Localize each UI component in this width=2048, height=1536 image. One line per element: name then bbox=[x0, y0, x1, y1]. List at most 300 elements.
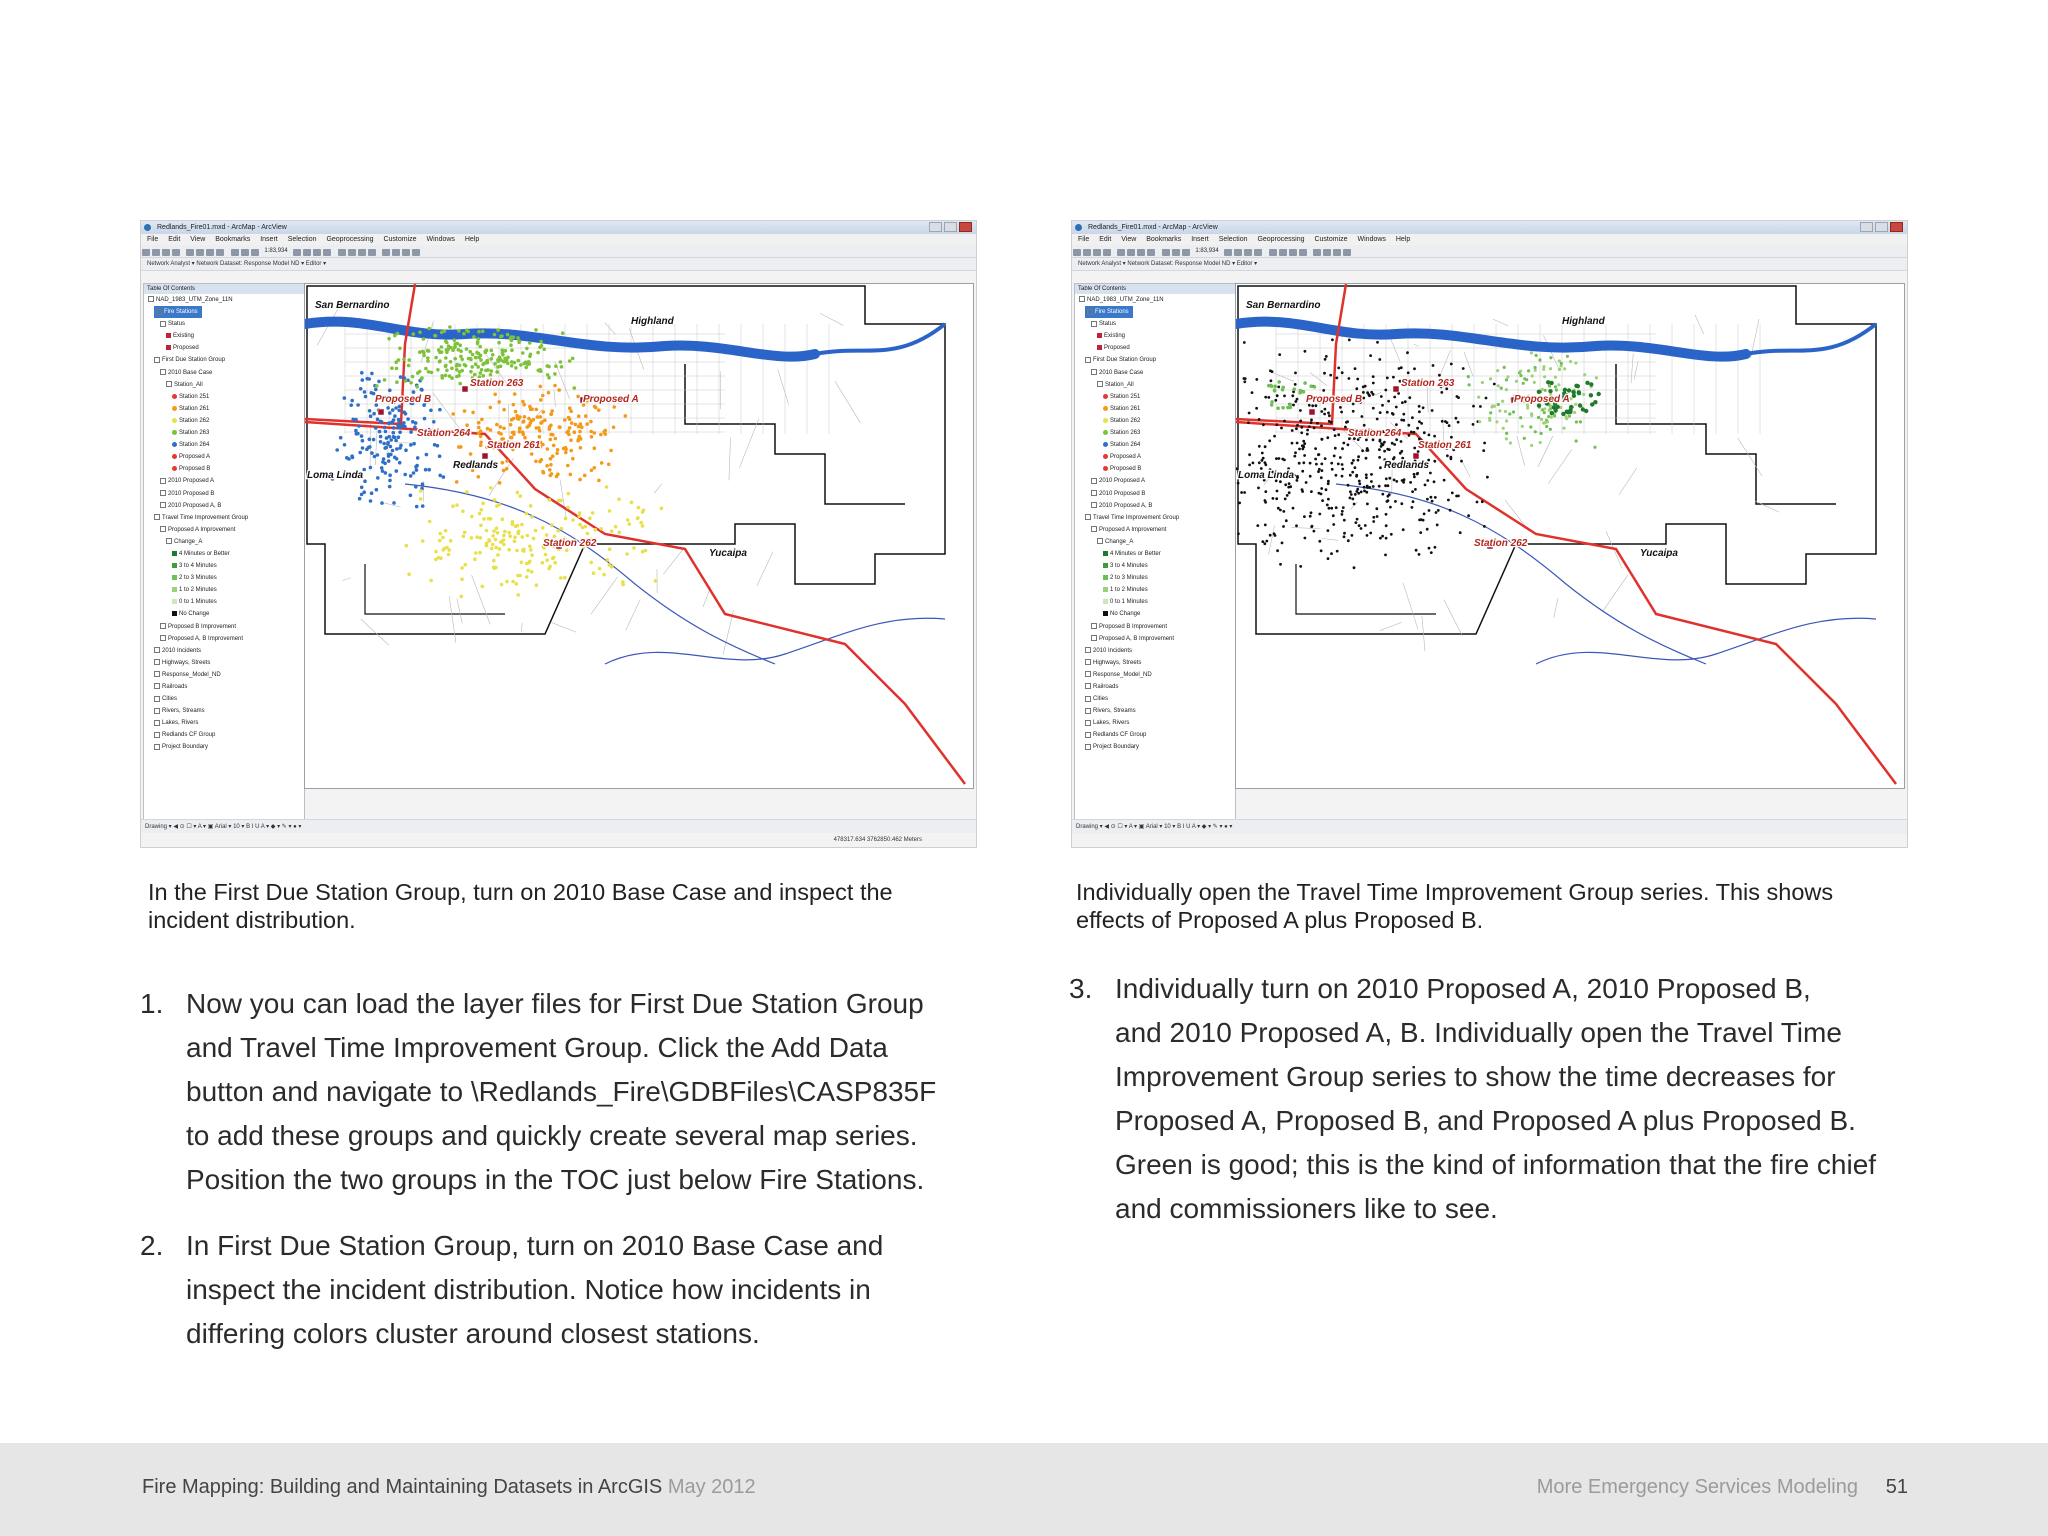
toc-item[interactable] bbox=[144, 584, 304, 596]
delete-icon[interactable] bbox=[216, 249, 224, 256]
zoom-in-icon[interactable] bbox=[293, 249, 301, 256]
map-label-proposed-b: Proposed B bbox=[375, 394, 432, 405]
incident-no-change bbox=[1344, 426, 1347, 429]
map-scale-field[interactable]: 1:83,934 bbox=[1195, 248, 1219, 254]
toc-item[interactable] bbox=[1075, 657, 1235, 669]
toc-item[interactable] bbox=[1075, 717, 1235, 729]
checkbox-icon[interactable] bbox=[160, 369, 166, 375]
toc-item-label: Station 261 bbox=[1110, 405, 1141, 412]
incident-point bbox=[365, 448, 369, 452]
checkbox-icon[interactable] bbox=[154, 744, 160, 750]
incident-no-change bbox=[1413, 476, 1416, 479]
new-icon[interactable] bbox=[142, 249, 150, 256]
incident-no-change bbox=[1370, 480, 1373, 483]
incident-point bbox=[385, 436, 389, 440]
toc-item[interactable] bbox=[144, 669, 304, 681]
menu-insert[interactable]: Insert bbox=[260, 236, 278, 243]
checkbox-icon[interactable] bbox=[1085, 659, 1091, 665]
toc-item[interactable] bbox=[1075, 463, 1235, 475]
toc-item[interactable] bbox=[144, 391, 304, 403]
checkbox-icon[interactable] bbox=[1079, 296, 1085, 302]
street-line bbox=[472, 575, 491, 624]
measure-icon[interactable] bbox=[1289, 249, 1297, 256]
zoom-out-icon[interactable] bbox=[303, 249, 311, 256]
toc-item[interactable] bbox=[1075, 669, 1235, 681]
legend-swatch bbox=[1103, 587, 1108, 592]
catalog-icon[interactable] bbox=[1343, 249, 1351, 256]
step-line: inspect the incident distribution. Notice how incidents in bbox=[186, 1274, 871, 1305]
hyperlink-icon[interactable] bbox=[1299, 249, 1307, 256]
minimize-button[interactable] bbox=[1860, 222, 1873, 232]
incident-improvement bbox=[1534, 366, 1537, 369]
incident-point bbox=[556, 529, 560, 533]
incident-point bbox=[414, 485, 418, 489]
toc-item[interactable] bbox=[144, 427, 304, 439]
incident-improvement bbox=[1549, 428, 1552, 431]
menu-selection[interactable]: Selection bbox=[1218, 236, 1248, 243]
checkbox-icon[interactable] bbox=[154, 720, 160, 726]
incident-no-change bbox=[1462, 367, 1465, 370]
pan-icon[interactable] bbox=[1244, 249, 1252, 256]
zoom-in-icon[interactable] bbox=[1224, 249, 1232, 256]
toc-item[interactable] bbox=[1075, 560, 1235, 572]
identify-icon[interactable] bbox=[1269, 249, 1277, 256]
save-icon[interactable] bbox=[162, 249, 170, 256]
checkbox-icon[interactable] bbox=[154, 696, 160, 702]
checkbox-icon[interactable] bbox=[1085, 357, 1091, 363]
add-data-icon[interactable] bbox=[1182, 249, 1190, 256]
incident-point bbox=[459, 355, 463, 359]
network-analyst-toolbar[interactable]: Network Analyst ▾ Network Dataset: Response Model ND ▾ Editor ▾ bbox=[141, 258, 976, 271]
map-canvas[interactable] bbox=[305, 284, 973, 788]
menu-view[interactable]: View bbox=[190, 236, 206, 243]
toc-item[interactable] bbox=[1075, 621, 1235, 633]
toc-item[interactable] bbox=[144, 536, 304, 548]
incident-no-change bbox=[1327, 482, 1330, 485]
incident-point bbox=[463, 531, 467, 535]
checkbox-icon[interactable] bbox=[1085, 671, 1091, 677]
incident-point bbox=[388, 411, 392, 415]
incident-no-change bbox=[1390, 533, 1393, 536]
incident-improvement bbox=[1566, 355, 1569, 358]
map-view[interactable] bbox=[1235, 283, 1905, 789]
menu-windows[interactable]: Windows bbox=[1357, 236, 1386, 243]
menu-file[interactable]: File bbox=[1078, 236, 1090, 243]
toc-item[interactable] bbox=[144, 633, 304, 645]
menu-bookmarks[interactable]: Bookmarks bbox=[215, 236, 251, 243]
checkbox-icon[interactable] bbox=[1091, 635, 1097, 641]
toc-icon[interactable] bbox=[1333, 249, 1341, 256]
menu-geoprocessing[interactable]: Geoprocessing bbox=[1257, 236, 1305, 243]
checkbox-icon[interactable] bbox=[1085, 514, 1091, 520]
incident-point bbox=[564, 446, 568, 450]
standard-toolbar bbox=[141, 245, 976, 258]
toc-item[interactable] bbox=[144, 572, 304, 584]
incident-no-change bbox=[1309, 475, 1312, 478]
toc-item[interactable] bbox=[1075, 439, 1235, 451]
toc-item-label: 0 to 1 Minutes bbox=[1110, 599, 1148, 606]
incident-no-change bbox=[1320, 438, 1323, 441]
checkbox-icon[interactable] bbox=[154, 708, 160, 714]
cut-icon[interactable] bbox=[1117, 249, 1125, 256]
incident-point bbox=[388, 485, 392, 489]
incident-no-change bbox=[1383, 441, 1386, 444]
checkbox-icon[interactable] bbox=[154, 683, 160, 689]
toc-item-label: No Change bbox=[179, 611, 210, 618]
print-icon[interactable] bbox=[172, 249, 180, 256]
menu-windows[interactable]: Windows bbox=[426, 236, 455, 243]
incident-point bbox=[465, 347, 469, 351]
toc-icon[interactable] bbox=[402, 249, 410, 256]
menu-edit[interactable]: Edit bbox=[168, 236, 181, 243]
incident-no-change bbox=[1327, 498, 1330, 501]
incident-point bbox=[513, 392, 517, 396]
incident-no-change bbox=[1358, 482, 1361, 485]
incident-point bbox=[528, 560, 532, 564]
toc-item[interactable] bbox=[144, 330, 304, 342]
measure-icon[interactable] bbox=[358, 249, 366, 256]
incident-point bbox=[502, 408, 506, 412]
incident-no-change bbox=[1247, 421, 1250, 424]
toc-item[interactable] bbox=[1075, 548, 1235, 560]
checkbox-icon[interactable] bbox=[166, 538, 172, 544]
toc-item[interactable] bbox=[1075, 536, 1235, 548]
map-view[interactable] bbox=[304, 283, 974, 789]
checkbox-icon[interactable] bbox=[1085, 708, 1091, 714]
toc-item[interactable] bbox=[1075, 488, 1235, 500]
toc-item[interactable] bbox=[144, 705, 304, 717]
incident-improvement bbox=[1549, 381, 1553, 385]
incident-point bbox=[487, 538, 491, 542]
checkbox-icon[interactable] bbox=[160, 478, 166, 484]
maximize-button[interactable] bbox=[1875, 222, 1888, 232]
toc-item[interactable] bbox=[1075, 379, 1235, 391]
menu-file[interactable]: File bbox=[147, 236, 159, 243]
incident-no-change bbox=[1341, 513, 1344, 516]
checkbox-icon[interactable] bbox=[166, 381, 172, 387]
toc-item[interactable] bbox=[144, 451, 304, 463]
incident-no-change bbox=[1422, 406, 1425, 409]
incident-point bbox=[421, 482, 425, 486]
incident-point bbox=[561, 331, 565, 335]
toc-item[interactable] bbox=[1075, 681, 1235, 693]
toc-item[interactable] bbox=[1075, 729, 1235, 741]
toc-item[interactable] bbox=[144, 379, 304, 391]
toc-item[interactable] bbox=[1085, 306, 1133, 318]
toc-item[interactable] bbox=[1075, 512, 1235, 524]
incident-improvement bbox=[1508, 412, 1511, 415]
delete-icon[interactable] bbox=[1147, 249, 1155, 256]
paste-icon[interactable] bbox=[1137, 249, 1145, 256]
incident-no-change bbox=[1355, 475, 1358, 478]
map-canvas[interactable] bbox=[1236, 284, 1904, 788]
incident-point bbox=[539, 385, 543, 389]
select-icon[interactable] bbox=[1313, 249, 1321, 256]
incident-no-change bbox=[1365, 476, 1368, 479]
incident-no-change bbox=[1360, 527, 1363, 530]
checkbox-icon[interactable] bbox=[148, 296, 154, 302]
menu-customize[interactable]: Customize bbox=[383, 236, 417, 243]
legend-swatch bbox=[166, 333, 171, 338]
incident-no-change bbox=[1287, 486, 1290, 489]
toc-item[interactable] bbox=[1075, 367, 1235, 379]
save-icon[interactable] bbox=[1093, 249, 1101, 256]
incident-point bbox=[394, 439, 398, 443]
legend-swatch bbox=[1103, 454, 1108, 459]
add-data-icon[interactable] bbox=[251, 249, 259, 256]
checkbox-icon[interactable] bbox=[1097, 381, 1103, 387]
redo-icon[interactable] bbox=[241, 249, 249, 256]
incident-point bbox=[429, 579, 433, 583]
toc-item[interactable] bbox=[144, 463, 304, 475]
maximize-button[interactable] bbox=[944, 222, 957, 232]
checkbox-icon[interactable] bbox=[154, 357, 160, 363]
legend-swatch bbox=[1103, 575, 1108, 580]
close-button[interactable] bbox=[1890, 222, 1903, 232]
toc-item[interactable] bbox=[144, 342, 304, 354]
incident-no-change bbox=[1467, 514, 1470, 517]
checkbox-icon[interactable] bbox=[160, 490, 166, 496]
checkbox-icon[interactable] bbox=[1085, 683, 1091, 689]
copy-icon[interactable] bbox=[1127, 249, 1135, 256]
toc-item[interactable] bbox=[1075, 403, 1235, 415]
incident-no-change bbox=[1483, 442, 1486, 445]
checkbox-icon[interactable] bbox=[154, 732, 160, 738]
toc-item[interactable] bbox=[144, 645, 304, 657]
incident-improvement bbox=[1309, 385, 1313, 389]
checkbox-icon[interactable] bbox=[156, 309, 162, 315]
checkbox-icon[interactable] bbox=[1091, 321, 1097, 327]
toc-item[interactable] bbox=[1075, 524, 1235, 536]
toc-item[interactable] bbox=[144, 596, 304, 608]
full-extent-icon[interactable] bbox=[323, 249, 331, 256]
checkbox-icon[interactable] bbox=[1085, 720, 1091, 726]
toc-item[interactable] bbox=[1075, 391, 1235, 403]
incident-point bbox=[542, 410, 546, 414]
incident-point bbox=[492, 529, 496, 533]
incident-no-change bbox=[1446, 454, 1449, 457]
toc-item[interactable] bbox=[1075, 500, 1235, 512]
incident-point bbox=[560, 527, 564, 531]
checkbox-icon[interactable] bbox=[1097, 538, 1103, 544]
incident-no-change bbox=[1332, 514, 1335, 517]
toc-item[interactable] bbox=[144, 294, 304, 306]
checkbox-icon[interactable] bbox=[160, 321, 166, 327]
toc-item[interactable] bbox=[144, 403, 304, 415]
toc-item[interactable] bbox=[1075, 741, 1235, 753]
toc-item[interactable] bbox=[1075, 693, 1235, 705]
incident-no-change bbox=[1426, 528, 1429, 531]
incident-no-change bbox=[1393, 443, 1396, 446]
checkbox-icon[interactable] bbox=[160, 623, 166, 629]
toc-header: Table Of Contents bbox=[1075, 284, 1235, 294]
drawing-toolbar[interactable]: Drawing ▾ ◀ ⊙ ☐ ▾ A ▾ ▣ Arial ▾ 10 ▾ B I U A ▾ ◆ ▾ ✎ ▾ ● ▾ bbox=[141, 819, 976, 834]
open-icon[interactable] bbox=[1083, 249, 1091, 256]
menu-geoprocessing[interactable]: Geoprocessing bbox=[326, 236, 374, 243]
toc-item[interactable] bbox=[144, 488, 304, 500]
incident-no-change bbox=[1384, 389, 1387, 392]
checkbox-icon[interactable] bbox=[1091, 490, 1097, 496]
incident-point bbox=[383, 426, 387, 430]
toc-item[interactable] bbox=[144, 318, 304, 330]
copy-icon[interactable] bbox=[196, 249, 204, 256]
incident-improvement bbox=[1489, 377, 1492, 380]
incident-point bbox=[515, 414, 519, 418]
incident-no-change bbox=[1303, 515, 1306, 518]
checkbox-icon[interactable] bbox=[154, 659, 160, 665]
incident-point bbox=[495, 504, 499, 508]
redo-icon[interactable] bbox=[1172, 249, 1180, 256]
full-extent-icon[interactable] bbox=[1254, 249, 1262, 256]
incident-no-change bbox=[1302, 440, 1305, 443]
checkbox-icon[interactable] bbox=[160, 502, 166, 508]
window-controls bbox=[929, 222, 972, 232]
checkbox-icon[interactable] bbox=[1085, 647, 1091, 653]
menu-view[interactable]: View bbox=[1121, 236, 1137, 243]
incident-point bbox=[552, 444, 556, 448]
checkbox-icon[interactable] bbox=[1091, 623, 1097, 629]
toc-item[interactable] bbox=[144, 681, 304, 693]
toc-item[interactable] bbox=[1075, 596, 1235, 608]
checkbox-icon[interactable] bbox=[1085, 732, 1091, 738]
toc-item[interactable] bbox=[144, 729, 304, 741]
toc-item[interactable] bbox=[144, 439, 304, 451]
toc-item[interactable] bbox=[144, 548, 304, 560]
zoom-out-icon[interactable] bbox=[1234, 249, 1242, 256]
minimize-button[interactable] bbox=[929, 222, 942, 232]
toc-item[interactable] bbox=[1075, 584, 1235, 596]
toc-item[interactable] bbox=[1075, 342, 1235, 354]
toc-item[interactable] bbox=[144, 560, 304, 572]
incident-no-change bbox=[1351, 498, 1354, 501]
toc-item[interactable] bbox=[144, 475, 304, 487]
print-icon[interactable] bbox=[1103, 249, 1111, 256]
toc-item-label: Station 251 bbox=[1110, 393, 1141, 400]
incident-point bbox=[360, 486, 364, 490]
new-icon[interactable] bbox=[1073, 249, 1081, 256]
toc-item[interactable] bbox=[1075, 633, 1235, 645]
network-analyst-toolbar[interactable]: Network Analyst ▾ Network Dataset: Response Model ND ▾ Editor ▾ bbox=[1072, 258, 1907, 271]
undo-icon[interactable] bbox=[1162, 249, 1170, 256]
incident-point bbox=[427, 327, 431, 331]
catalog-icon[interactable] bbox=[412, 249, 420, 256]
toc-item[interactable] bbox=[144, 608, 304, 620]
pan-icon[interactable] bbox=[313, 249, 321, 256]
identify-icon[interactable] bbox=[338, 249, 346, 256]
checkbox-icon[interactable] bbox=[1085, 696, 1091, 702]
legend-swatch bbox=[172, 442, 177, 447]
toc-item[interactable] bbox=[1075, 451, 1235, 463]
toc-item[interactable] bbox=[144, 367, 304, 379]
toc-item[interactable] bbox=[1075, 608, 1235, 620]
toc-item[interactable] bbox=[1075, 330, 1235, 342]
toc-item[interactable] bbox=[1075, 645, 1235, 657]
menu-help[interactable]: Help bbox=[464, 236, 480, 243]
incident-point bbox=[509, 423, 513, 427]
find-icon[interactable] bbox=[1279, 249, 1287, 256]
paste-icon[interactable] bbox=[206, 249, 214, 256]
menu-help[interactable]: Help bbox=[1395, 236, 1411, 243]
incident-no-change bbox=[1282, 525, 1285, 528]
toc-item-label: Station 264 bbox=[179, 442, 210, 449]
clear-selection-icon[interactable] bbox=[1323, 249, 1331, 256]
toc-item[interactable] bbox=[144, 741, 304, 753]
incident-no-change bbox=[1248, 453, 1251, 456]
checkbox-icon[interactable] bbox=[1091, 502, 1097, 508]
menu-edit[interactable]: Edit bbox=[1099, 236, 1112, 243]
checkbox-icon[interactable] bbox=[154, 514, 160, 520]
checkbox-icon[interactable] bbox=[1091, 478, 1097, 484]
hyperlink-icon[interactable] bbox=[368, 249, 376, 256]
toc-item[interactable] bbox=[1075, 294, 1235, 306]
toc-item[interactable] bbox=[144, 717, 304, 729]
incident-point bbox=[594, 528, 598, 532]
street-line bbox=[1543, 335, 1560, 371]
toc-item-label: Travel Time Improvement Group bbox=[1093, 514, 1180, 521]
map-label-proposed-a: Proposed A bbox=[583, 394, 639, 405]
fire-station-marker bbox=[1309, 409, 1315, 415]
toc-item[interactable] bbox=[154, 306, 202, 318]
menu-bookmarks[interactable]: Bookmarks bbox=[1146, 236, 1182, 243]
toc-item[interactable] bbox=[1075, 318, 1235, 330]
clear-selection-icon[interactable] bbox=[392, 249, 400, 256]
street-line bbox=[654, 484, 662, 493]
checkbox-icon[interactable] bbox=[160, 526, 166, 532]
toc-item[interactable] bbox=[1075, 572, 1235, 584]
toc-item[interactable] bbox=[144, 657, 304, 669]
cut-icon[interactable] bbox=[186, 249, 194, 256]
menu-customize[interactable]: Customize bbox=[1314, 236, 1348, 243]
menu-selection[interactable]: Selection bbox=[287, 236, 317, 243]
close-button[interactable] bbox=[959, 222, 972, 232]
checkbox-icon[interactable] bbox=[1087, 309, 1093, 315]
toc-item[interactable] bbox=[144, 524, 304, 536]
menu-insert[interactable]: Insert bbox=[1191, 236, 1209, 243]
incident-no-change bbox=[1365, 473, 1368, 476]
toc-item[interactable] bbox=[1075, 705, 1235, 717]
undo-icon[interactable] bbox=[231, 249, 239, 256]
select-icon[interactable] bbox=[382, 249, 390, 256]
toc-item[interactable] bbox=[144, 415, 304, 427]
toc-item[interactable] bbox=[144, 693, 304, 705]
toc-item[interactable] bbox=[1075, 354, 1235, 366]
toc-item[interactable] bbox=[1075, 415, 1235, 427]
incident-point bbox=[415, 468, 419, 472]
checkbox-icon[interactable] bbox=[1091, 369, 1097, 375]
street-line bbox=[1269, 525, 1275, 554]
checkbox-icon[interactable] bbox=[154, 647, 160, 653]
incident-no-change bbox=[1341, 510, 1344, 513]
drawing-toolbar[interactable]: Drawing ▾ ◀ ⊙ ☐ ▾ A ▾ ▣ Arial ▾ 10 ▾ B I U A ▾ ◆ ▾ ✎ ▾ ● ▾ bbox=[1072, 819, 1907, 834]
toc-item[interactable] bbox=[1075, 427, 1235, 439]
open-icon[interactable] bbox=[152, 249, 160, 256]
checkbox-icon[interactable] bbox=[1085, 744, 1091, 750]
toc-item[interactable] bbox=[144, 512, 304, 524]
toc-item[interactable] bbox=[144, 354, 304, 366]
incident-no-change bbox=[1384, 554, 1387, 557]
toc-item[interactable] bbox=[144, 500, 304, 512]
toc-item[interactable] bbox=[1075, 475, 1235, 487]
incident-point bbox=[395, 457, 399, 461]
checkbox-icon[interactable] bbox=[154, 671, 160, 677]
checkbox-icon[interactable] bbox=[1091, 526, 1097, 532]
incident-point bbox=[514, 525, 518, 529]
checkbox-icon[interactable] bbox=[160, 635, 166, 641]
find-icon[interactable] bbox=[348, 249, 356, 256]
map-scale-field[interactable]: 1:83,934 bbox=[264, 248, 288, 254]
toc-item[interactable] bbox=[144, 621, 304, 633]
incident-point bbox=[445, 546, 449, 550]
